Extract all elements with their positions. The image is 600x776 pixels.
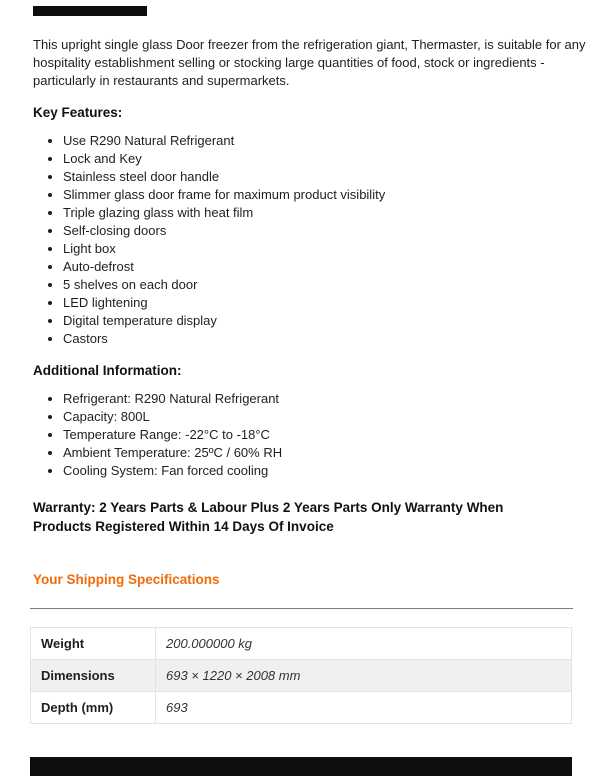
list-item: • Self-closing doors — [63, 222, 570, 240]
table-row — [31, 628, 572, 660]
list-item: • Capacity: 800L — [63, 408, 570, 426]
spec-value: 693 × 1220 × 2008 mm — [156, 660, 572, 692]
spec-label: Weight — [31, 628, 156, 660]
bottom-redacted-bar — [30, 757, 572, 776]
list-item: • 5 shelves on each door — [63, 276, 570, 294]
key-features-heading: Key Features: — [33, 105, 123, 120]
table-row — [31, 692, 572, 724]
list-item: • Lock and Key — [63, 150, 570, 168]
spec-label: Depth (mm) — [31, 692, 156, 724]
list-item: • Digital temperature display — [63, 312, 570, 330]
additional-info-heading: Additional Information: — [33, 363, 182, 378]
divider — [30, 608, 573, 609]
shipping-specs-table — [30, 627, 572, 724]
list-item: • Auto-defrost — [63, 258, 570, 276]
top-redacted-bar — [33, 6, 147, 16]
list-item: • Temperature Range: -22°C to -18°C — [63, 426, 570, 444]
list-item: • Slimmer glass door frame for maximum product visibility — [63, 186, 570, 204]
list-item: • Refrigerant: R290 Natural Refrigerant — [63, 390, 570, 408]
list-item: • Use R290 Natural Refrigerant — [63, 132, 570, 150]
table-row — [31, 660, 572, 692]
list-item: • LED lightening — [63, 294, 570, 312]
list-item: • Cooling System: Fan forced cooling — [63, 462, 570, 480]
spec-value: 200.000000 kg — [156, 628, 572, 660]
spec-label: Dimensions — [31, 660, 156, 692]
additional-info-list — [33, 390, 570, 480]
shipping-specs-heading: Your Shipping Specifications — [33, 572, 220, 587]
list-item: • Triple glazing glass with heat film — [63, 204, 570, 222]
spec-value: 693 — [156, 692, 572, 724]
list-item: • Castors — [63, 330, 570, 348]
intro-paragraph: This upright single glass Door freezer from the refrigeration giant, Thermaster, is suitable for any hospitality establishment selling or stocking large quantities of food, stock or ingredients - particularly in restaurants and supermarkets. — [33, 37, 586, 88]
list-item: • Stainless steel door handle — [63, 168, 570, 186]
list-item: • Light box — [63, 240, 570, 258]
list-item: • Ambient Temperature: 25ºC / 60% RH — [63, 444, 570, 462]
warranty-text: Warranty: 2 Years Parts & Labour Plus 2 Years Parts Only Warranty When Products Registered Within 14 Days Of Invoice — [33, 500, 504, 534]
key-features-list — [33, 132, 570, 348]
